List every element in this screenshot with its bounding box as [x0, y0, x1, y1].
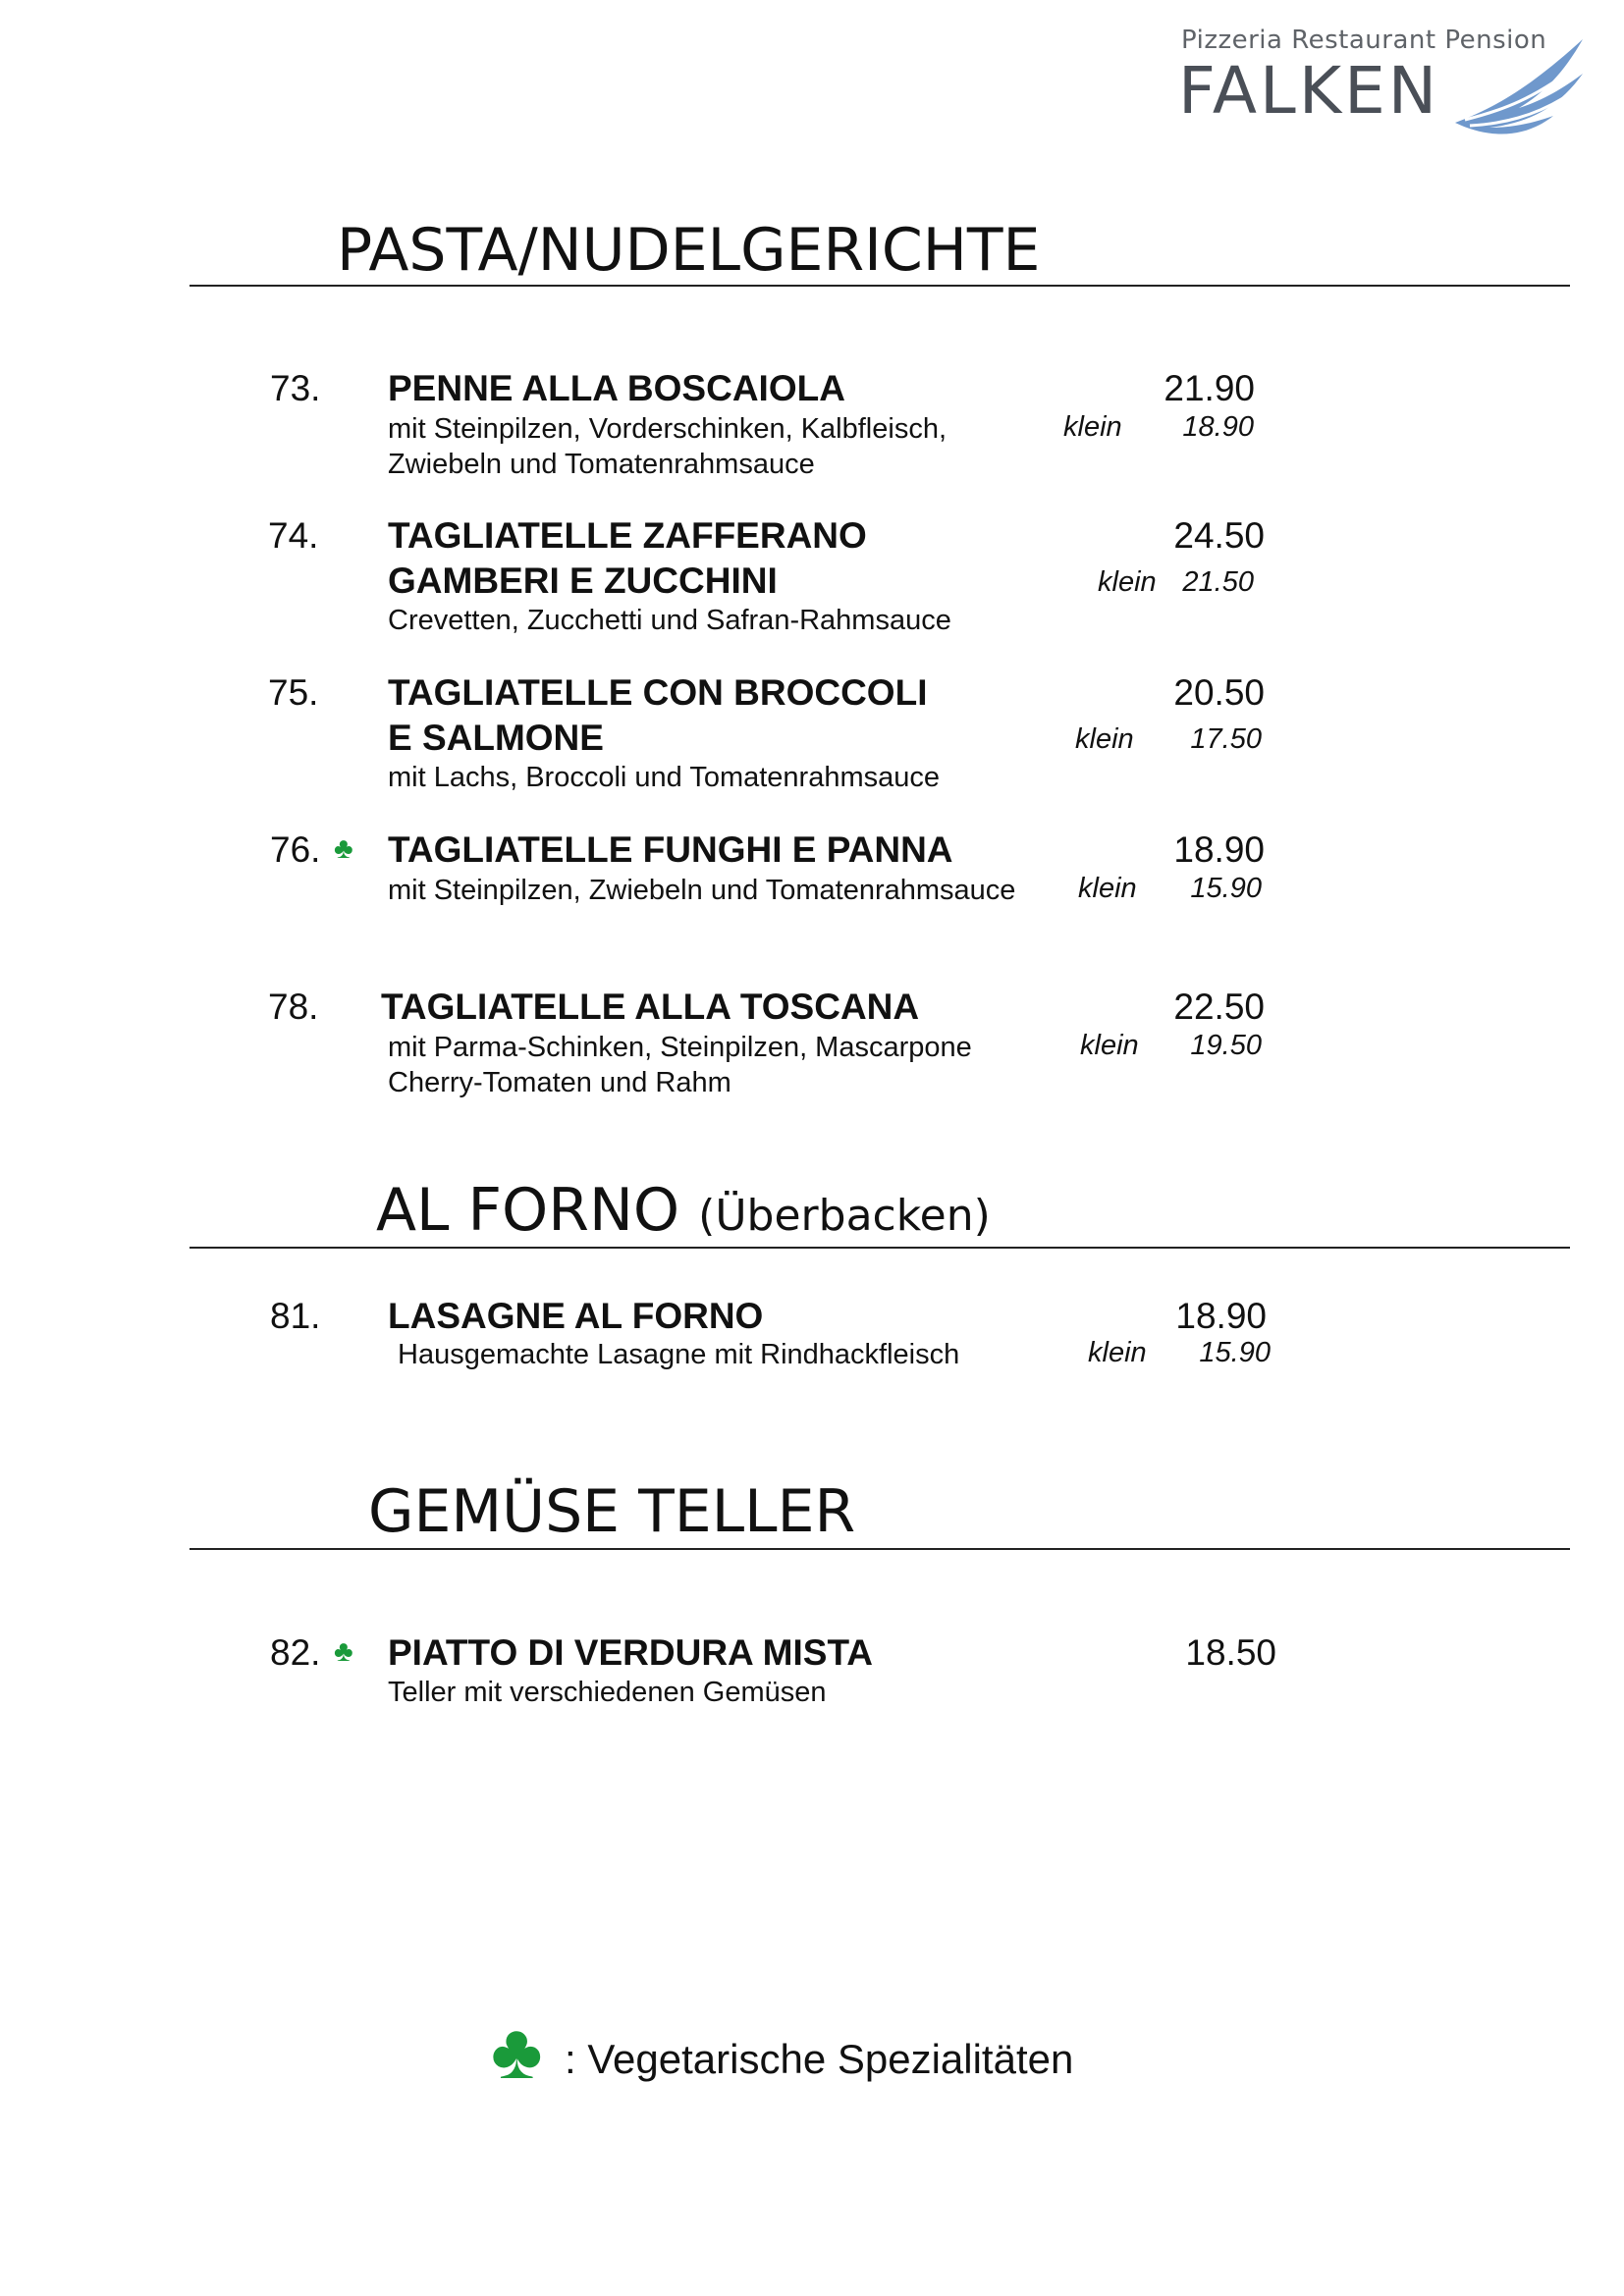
item-number: 82.	[270, 1632, 321, 1673]
small-portion-label: klein	[1098, 566, 1157, 598]
small-portion-label: klein	[1080, 1030, 1139, 1061]
item-name: TAGLIATELLE ALLA TOSCANA	[381, 987, 920, 1027]
item-price: 18.50	[1185, 1632, 1276, 1673]
item-description: mit Steinpilzen, Vorderschinken, Kalbfleisch,	[388, 413, 947, 445]
section-divider	[189, 1548, 1570, 1550]
clover-icon: ♣	[491, 2007, 543, 2095]
item-price: 18.90	[1175, 1296, 1267, 1336]
small-portion-price: 18.90	[1182, 411, 1254, 443]
item-description: Cherry-Tomaten und Rahm	[388, 1067, 731, 1098]
small-portion-price: 15.90	[1190, 873, 1262, 904]
item-number: 75.	[268, 672, 319, 713]
item-description: Zwiebeln und Tomatenrahmsauce	[388, 449, 815, 480]
item-price: 21.90	[1164, 368, 1255, 408]
section-divider	[189, 1247, 1570, 1249]
item-description: Hausgemachte Lasagne mit Rindhackfleisch	[398, 1339, 960, 1370]
item-price: 20.50	[1173, 672, 1265, 713]
item-name: PIATTO DI VERDURA MISTA	[388, 1632, 874, 1673]
item-description: Teller mit verschiedenen Gemüsen	[388, 1677, 827, 1708]
small-portion-price: 17.50	[1190, 723, 1262, 755]
logo-name: FALKEN	[1178, 53, 1440, 129]
small-portion-label: klein	[1078, 873, 1137, 904]
small-portion-price: 21.50	[1182, 566, 1254, 598]
item-name: TAGLIATELLE FUNGHI E PANNA	[388, 829, 953, 870]
small-portion-label: klein	[1063, 411, 1122, 443]
vegetarian-clover-icon: ♣	[334, 1635, 353, 1668]
logo-tagline: Pizzeria Restaurant Pension	[1181, 26, 1547, 55]
small-portion-price: 19.50	[1190, 1030, 1262, 1061]
item-name: E SALMONE	[388, 718, 604, 758]
item-number: 73.	[270, 368, 321, 408]
vegetarian-clover-icon: ♣	[334, 832, 353, 865]
item-number: 76.	[270, 829, 321, 870]
item-number: 78.	[268, 987, 319, 1027]
small-portion-label: klein	[1088, 1337, 1147, 1368]
legend-text: : Vegetarische Spezialitäten	[565, 2036, 1074, 2082]
item-name: TAGLIATELLE CON BROCCOLI	[388, 672, 928, 713]
section-title-al-forno	[376, 1176, 991, 1245]
falcon-wing-icon	[1435, 29, 1593, 147]
small-portion-price: 15.90	[1199, 1337, 1271, 1368]
item-price: 24.50	[1173, 515, 1265, 556]
item-description: mit Lachs, Broccoli und Tomatenrahmsauce	[388, 762, 941, 793]
item-description: Crevetten, Zucchetti und Safran-Rahmsauce	[388, 605, 951, 636]
restaurant-logo	[1178, 22, 1591, 139]
item-name: TAGLIATELLE ZAFFERANO	[388, 515, 867, 556]
small-portion-label: klein	[1075, 723, 1134, 755]
section-title-text: AL FORNO	[376, 1176, 680, 1245]
item-description: mit Steinpilzen, Zwiebeln und Tomatenrahmsauce	[388, 875, 1016, 906]
item-name: GAMBERI E ZUCCHINI	[388, 561, 778, 601]
item-price: 22.50	[1173, 987, 1265, 1027]
item-price: 18.90	[1173, 829, 1265, 870]
item-description: mit Parma-Schinken, Steinpilzen, Mascarpone	[388, 1032, 972, 1063]
section-divider	[189, 285, 1570, 287]
section-subtitle: (Überbacken)	[698, 1191, 991, 1241]
item-name: PENNE ALLA BOSCAIOLA	[388, 368, 845, 408]
item-number: 74.	[268, 515, 319, 556]
item-name: LASAGNE AL FORNO	[388, 1296, 764, 1336]
section-title-pasta: PASTA/NUDELGERICHTE	[337, 216, 1041, 285]
item-number: 81.	[270, 1296, 321, 1336]
section-title-gemuese: GEMÜSE TELLER	[368, 1477, 856, 1546]
